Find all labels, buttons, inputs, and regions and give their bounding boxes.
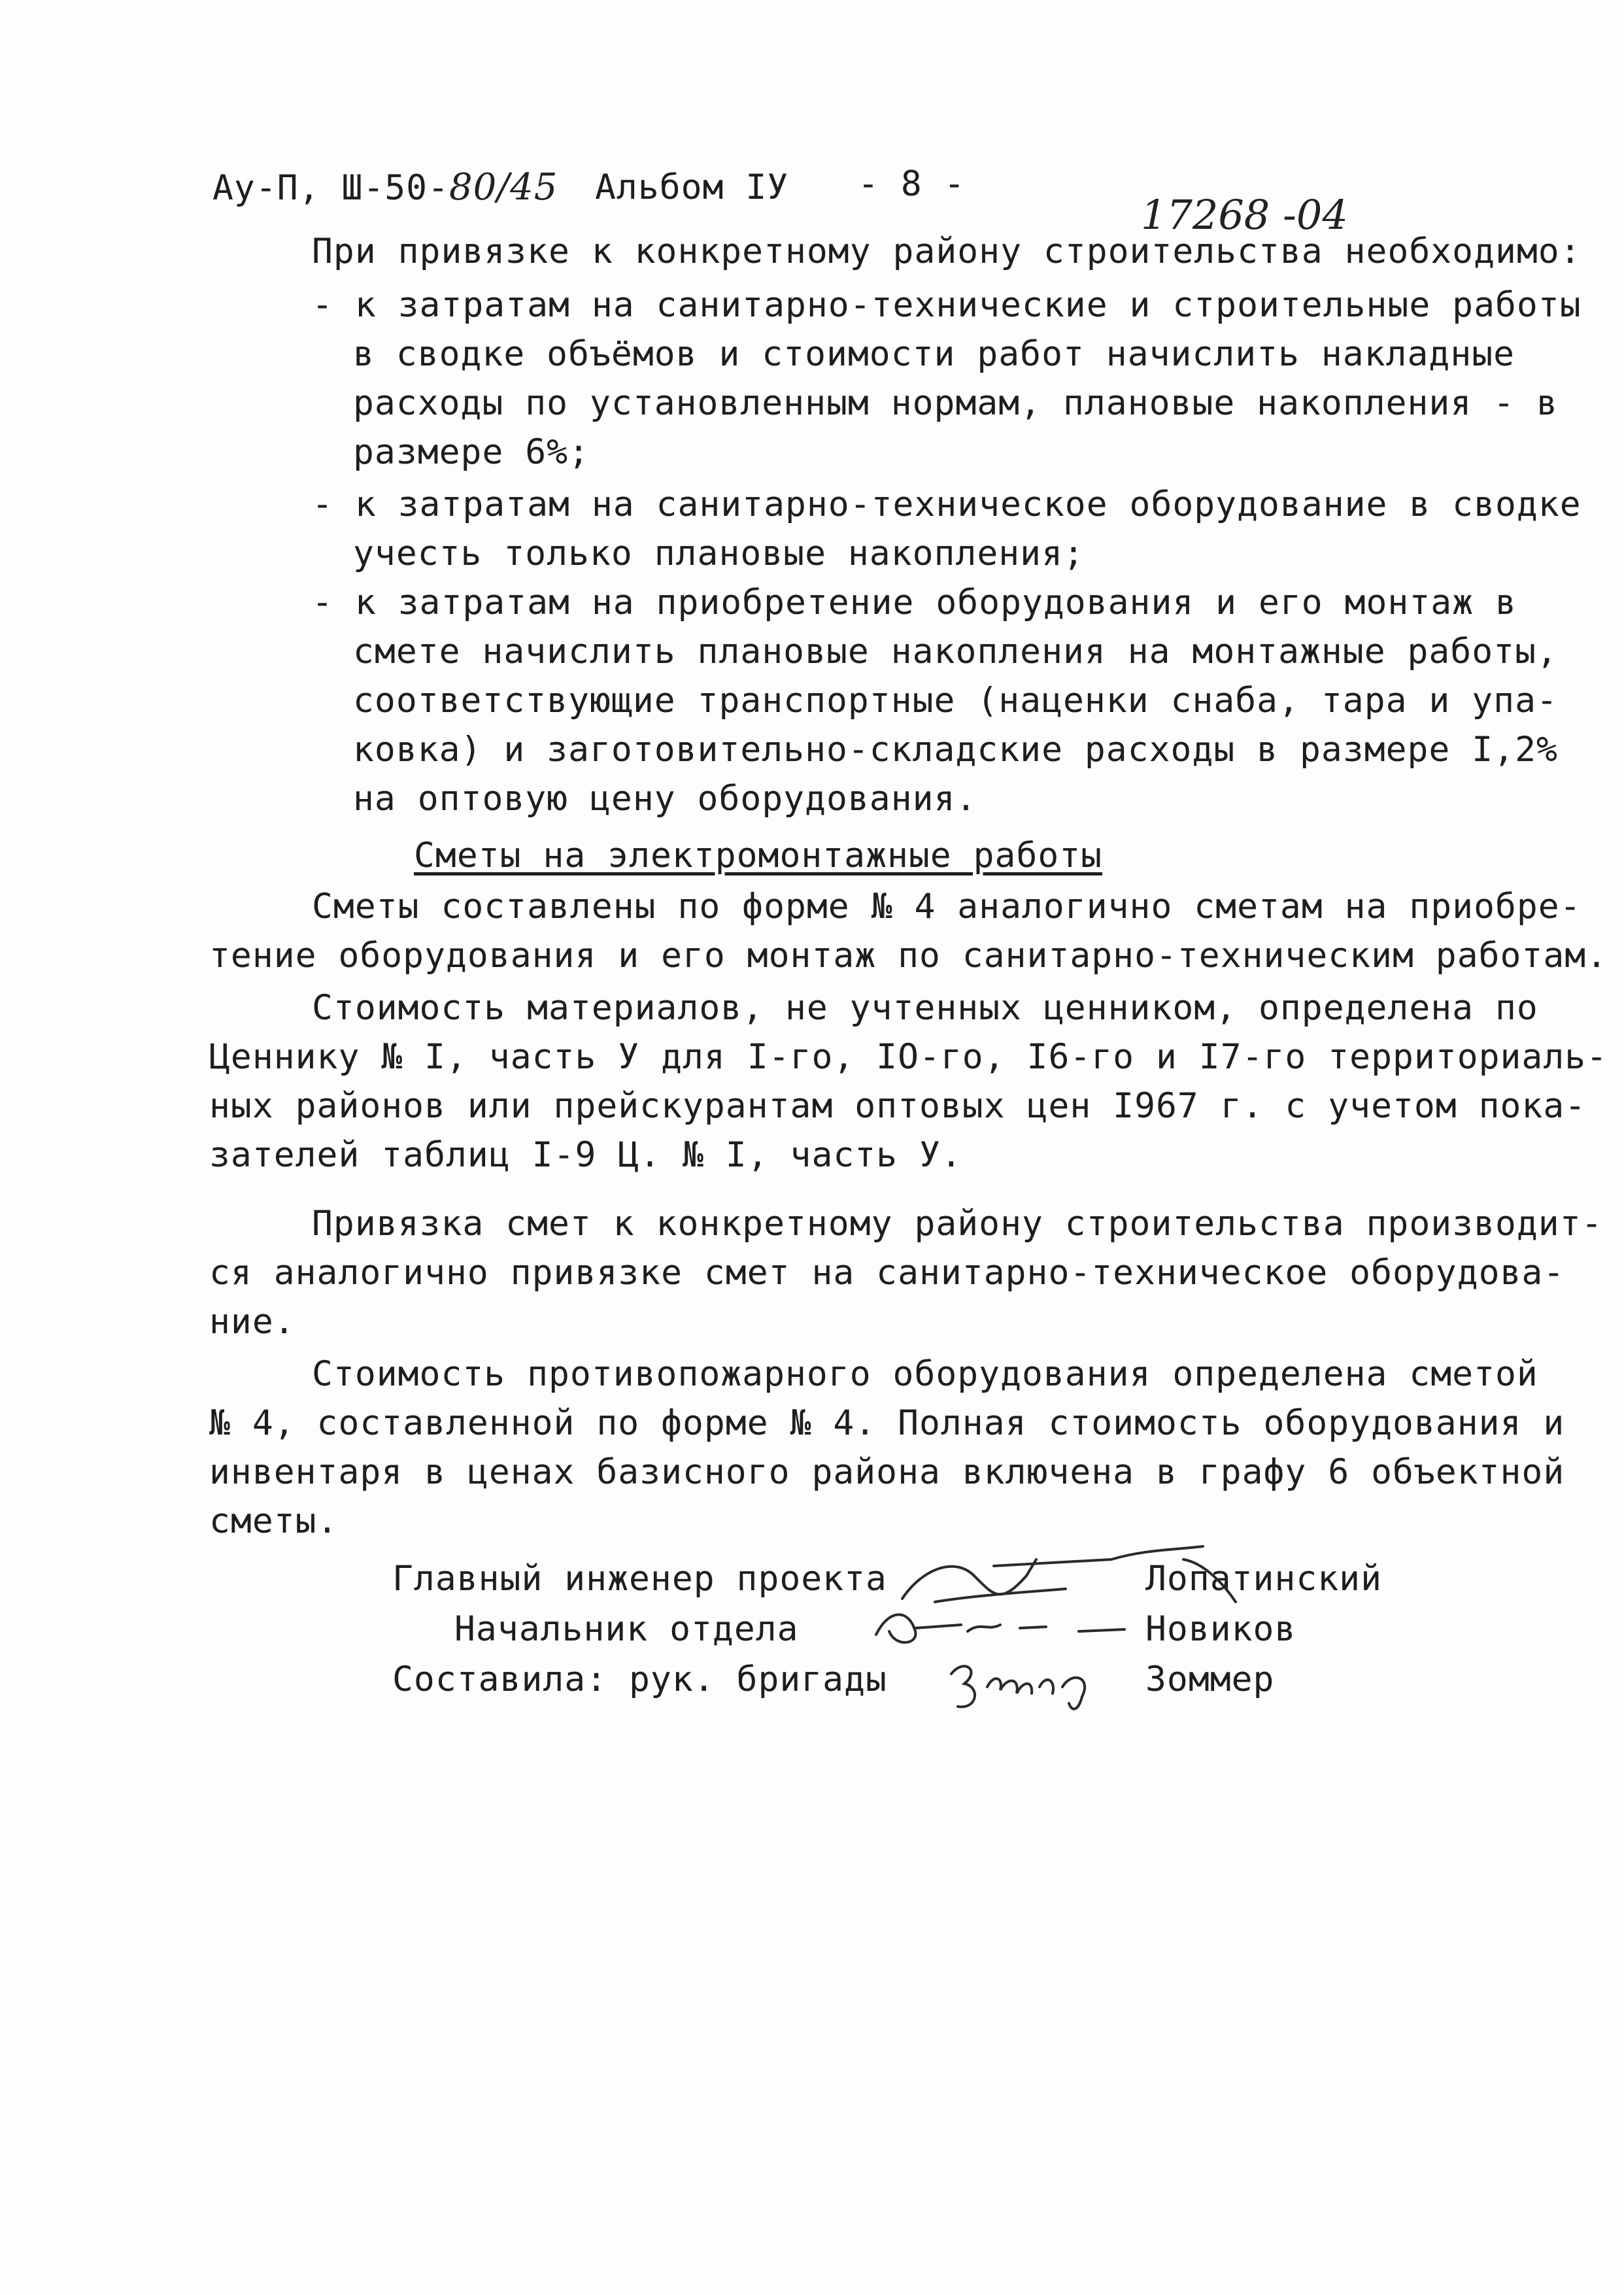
signature-department-head-scribble — [870, 1595, 1144, 1654]
paragraph-4-line-1: Стоимость противопожарного оборудования определена сметой — [312, 1354, 1538, 1394]
binding-item-3-line-2: смете начислить плановые накопления на монтажные работы, — [353, 632, 1558, 672]
section-heading: Сметы на электромонтажные работы — [414, 836, 1103, 876]
paragraph-4-line-3: инвентаря в ценах базисного района включена в графу 6 объектной — [209, 1452, 1565, 1492]
handwritten-number: 17268 -04 — [1141, 191, 1348, 239]
document-code-handwritten: 80/45 — [449, 166, 558, 209]
binding-item-1-line-1: - к затратам на санитарно-технические и строительные работы — [312, 285, 1582, 325]
signature-name-department-head: Новиков — [1145, 1609, 1296, 1649]
signature-compiler-scribble — [941, 1648, 1111, 1720]
paragraph-3-line-1: Привязка смет к конкретному району строительства производит- — [312, 1204, 1603, 1244]
paragraph-1-line-2: тение оборудования и его монтаж по санитарно-техническим работам. — [209, 936, 1608, 976]
binding-item-3-line-4: ковка) и заготовительно-складские расходы в размере I,2% — [353, 730, 1558, 770]
paragraph-2-line-1: Стоимость материалов, не учтенных ценником, определена по — [312, 988, 1538, 1028]
binding-item-3-line-5: на оптовую цену оборудования. — [353, 779, 977, 819]
binding-item-1-line-4: размере 6%; — [353, 432, 590, 472]
paragraph-2-line-3: ных районов или прейскурантам оптовых цен I967 г. с учетом пока- — [209, 1086, 1587, 1126]
signature-name-chief-engineer: Лопатинский — [1145, 1559, 1382, 1599]
binding-item-3-line-1: - к затратам на приобретение оборудования и его монтаж в — [312, 583, 1517, 622]
signature-name-compiler: Зоммер — [1145, 1659, 1275, 1699]
paragraph-2-line-2: Ценнику № I, часть У для I-го, IO-го, I6-го и I7-го территориаль- — [209, 1037, 1608, 1077]
signature-role-compiler: Составила: рук. бригады — [392, 1659, 887, 1699]
signature-role-department-head: Начальник отдела — [454, 1609, 799, 1649]
album-label: Альбом IУ — [595, 167, 789, 207]
binding-intro: При привязке к конкретному району строительства необходимо: — [312, 231, 1582, 271]
page-number: - 8 - — [858, 164, 966, 204]
binding-item-2-line-2: учесть только плановые накопления; — [353, 534, 1085, 573]
binding-item-1-line-3: расходы по установленным нормам, плановые накопления - в — [353, 383, 1558, 423]
binding-item-2-line-1: - к затратам на санитарно-техническое оборудование в сводке — [312, 484, 1582, 524]
binding-item-1-line-2: в сводке объёмов и стоимости работ начислить накладные — [353, 334, 1515, 374]
document-code — [212, 163, 558, 212]
paragraph-2-line-4: зателей таблиц I-9 Ц. № I, часть У. — [209, 1135, 962, 1175]
paragraph-3-line-2: ся аналогично привязке смет на санитарно-техническое оборудова- — [209, 1253, 1565, 1293]
paragraph-1-line-1: Сметы составлены по форме № 4 аналогично сметам на приобре- — [312, 887, 1582, 926]
paragraph-4-line-2: № 4, составленной по форме № 4. Полная стоимость оборудования и — [209, 1403, 1565, 1443]
document-code-prefix: Ау-П, Ш-50- — [212, 168, 449, 208]
signature-role-chief-engineer: Главный инженер проекта — [392, 1559, 887, 1599]
binding-item-3-line-3: соответствующие транспортные (наценки снаба, тара и упа- — [353, 681, 1558, 721]
paragraph-4-line-4: сметы. — [209, 1501, 339, 1541]
paragraph-3-line-3: ние. — [209, 1302, 296, 1342]
